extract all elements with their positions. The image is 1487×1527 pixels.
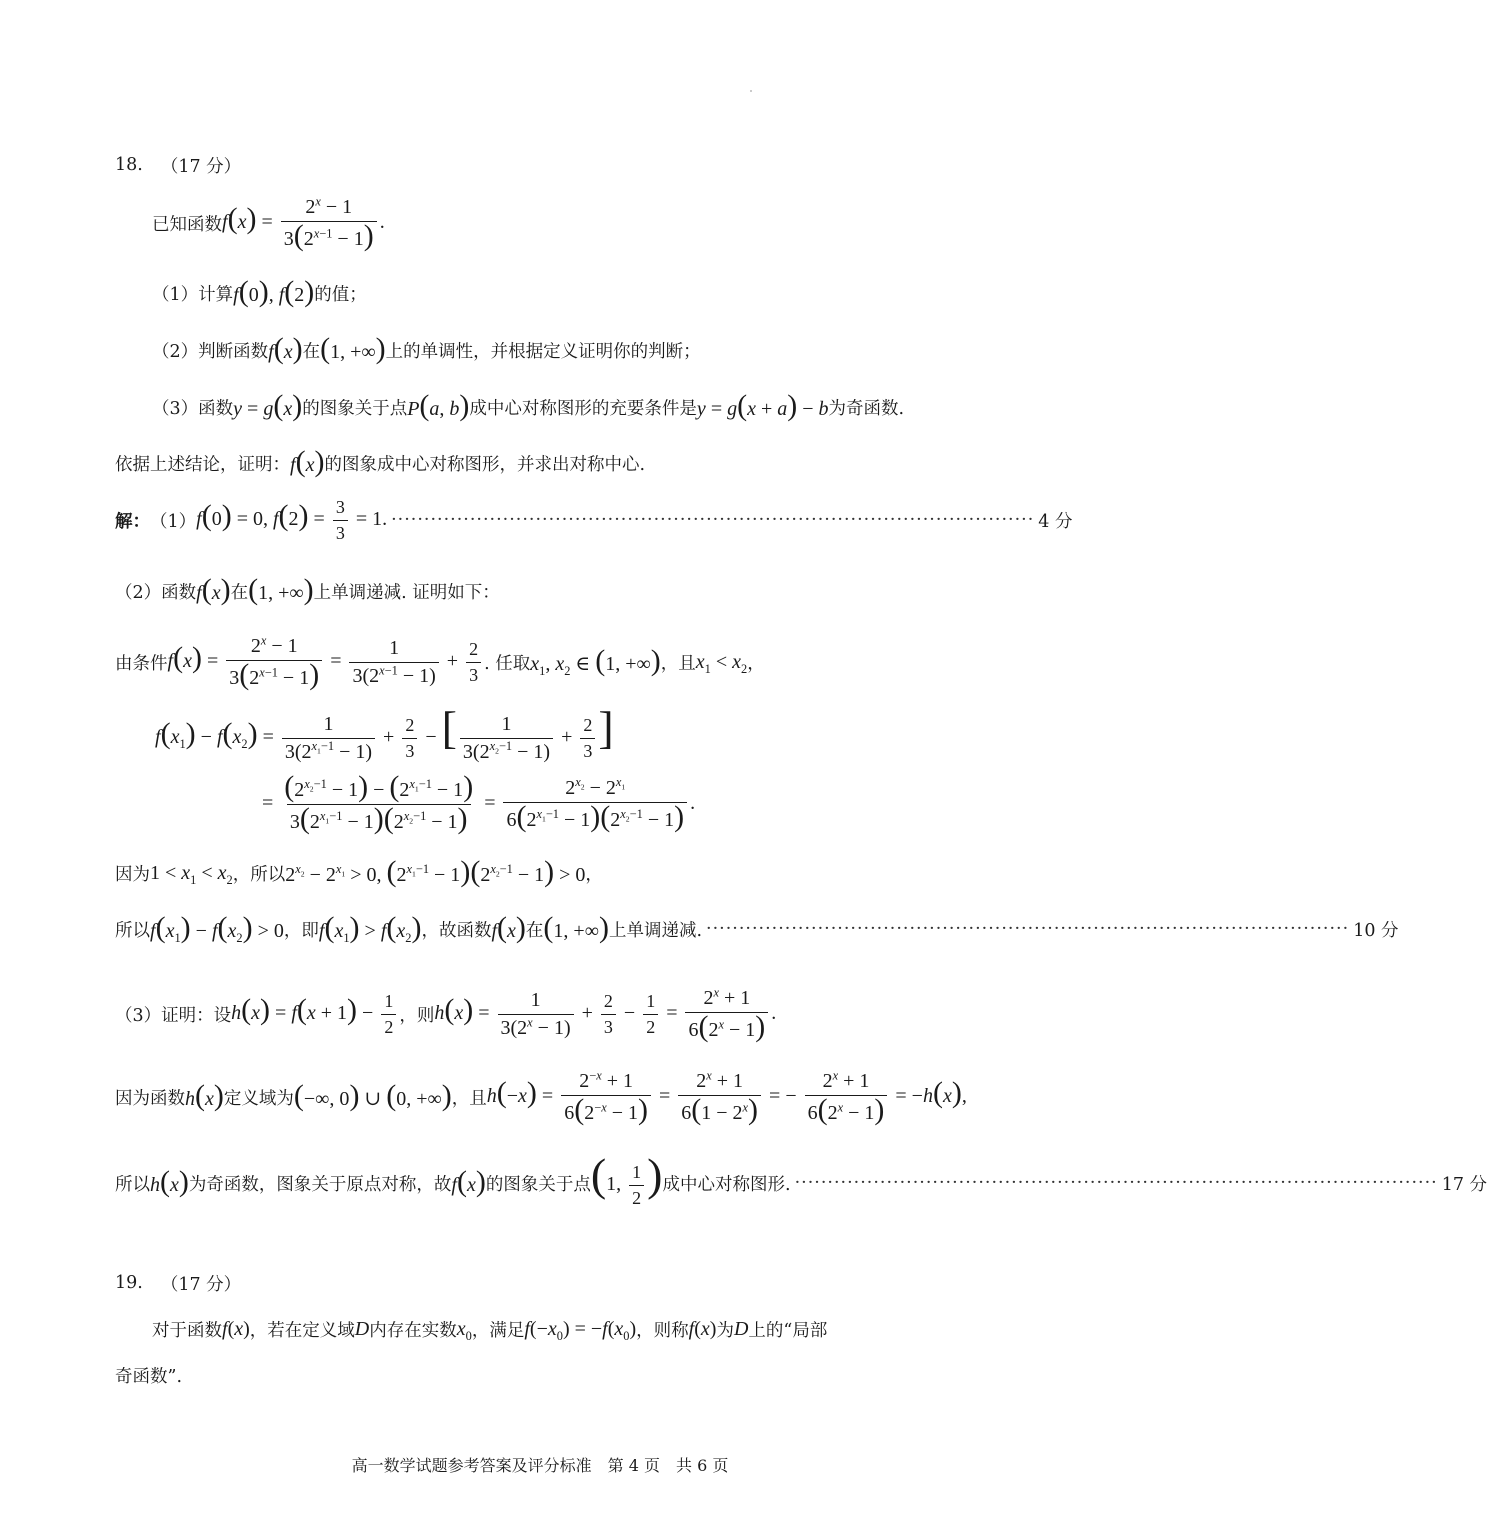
q19-number: 19.: [115, 1273, 143, 1293]
score-leader-dots-2: ··································································································: [706, 919, 1350, 939]
solution-because-ineq: $1 < x_1 < x_2$: [150, 861, 233, 887]
solution-so-mid2: ，故函数: [421, 920, 492, 941]
solution-last-mid2: 的图象关于点: [485, 1174, 591, 1195]
q18-part3-line2-suffix: 的图象成中心对称图形，并求出对称中心.: [324, 454, 646, 475]
solution-part3-prefix: （3）证明：设: [115, 1005, 232, 1026]
solution-so-mid3: 在: [525, 920, 544, 941]
solution-difference-line2: [0, 769, 1080, 835]
solution-cond-rewrite: f(x) = $\frac{2^x - 1}{3(2^{x-1} - 1)}$ = $\frac{1}{3(2^{x-1} - 1)}$ + $\frac{2}{3}$: [168, 635, 485, 690]
solution-cond-mid: . 任取: [484, 653, 531, 674]
q18-part3-line2: [0, 433, 1080, 493]
solution-score-2: 10 分: [1353, 920, 1399, 941]
q18-part3-prefix: （3）函数: [152, 398, 234, 419]
score-leader-dots-1: ··································································································: [391, 510, 1035, 530]
solution-conclusion3: [0, 1149, 1487, 1213]
q18-part2-suffix: 上的单调性，并根据定义证明你的判断；: [385, 341, 701, 362]
solution-part1-math: f(0) = 0, f(2) = $\frac{3}{3}$ = 1.: [196, 496, 388, 543]
solution-domain-mid: 定义域为: [223, 1088, 294, 1109]
q19-line2-text: 奇函数”.: [115, 1366, 183, 1387]
q19-score: （17 分）: [160, 1274, 242, 1295]
solution-cond-mid2: ，且: [660, 653, 696, 674]
solution-part3: [0, 984, 1080, 1044]
q18-part3-g: y = g(x): [233, 388, 303, 422]
solution-cond-prefix: 由条件: [115, 653, 168, 674]
solution-because-mid: ，所以: [232, 864, 286, 885]
solution-part3-h: h(x) = $\frac{1}{3(2^x - 1)}$ + $\frac{2}{3}$ − $\frac{1}{2}$ = $\frac{2^x + 1}{6(2^x - 1)}$ .: [434, 984, 777, 1043]
q18-part3-mid2: 成中心对称图形的充要条件是: [469, 398, 697, 419]
q18-part2: [0, 320, 1080, 380]
solution-cond-order: $x_1 < x_2$: [695, 650, 748, 676]
q18-part2-f: f(x): [268, 331, 303, 365]
q19-D: D: [354, 1317, 370, 1340]
q19-condition: $f(-x_0) = -f(x_0)$: [524, 1317, 637, 1343]
solution-because-suffix: ，: [585, 864, 603, 885]
scan-speck: [750, 90, 752, 92]
q18-part3-line2-f: f(x): [290, 444, 325, 478]
q19-line2: [0, 1345, 1080, 1405]
q18-score: （17 分）: [160, 156, 242, 177]
solution-condition: [0, 632, 1080, 692]
solution-part1-label: （1）: [150, 511, 197, 532]
q19-line1-prefix: 对于函数: [152, 1320, 222, 1341]
solution-so-f: f(x): [491, 910, 526, 944]
solution-last-prefix: 所以: [115, 1174, 150, 1195]
q18-statement-text: 已知函数: [152, 214, 222, 235]
q19-line1-mid2: 内存在实数: [369, 1320, 457, 1341]
q19-x0: $x_0$: [456, 1317, 472, 1343]
q18-part2-prefix: （2）判断函数: [152, 341, 269, 362]
q18-part1-suffix: 的值；: [314, 284, 367, 305]
q19-fx: f(x): [222, 1317, 250, 1340]
solution-label: 解：: [115, 511, 150, 532]
q18-header: [0, 135, 1080, 195]
q19-line1-mid5: 为: [716, 1320, 734, 1341]
solution-conclusion2: [0, 899, 1399, 959]
score-leader-dots-3: ··································································································: [794, 1173, 1438, 1193]
solution-because: [0, 843, 1080, 903]
q18-part3-mid1: 的图象关于点: [302, 398, 408, 419]
solution-cond-pick: $x_1$, $x_2$ ∈ (1, +∞): [530, 643, 661, 678]
solution-domain-set: (−∞, 0) ∪ (0, +∞): [293, 1078, 452, 1112]
q19-line1-suffix: 上的“局部: [748, 1320, 828, 1341]
q19-fx-2: f(x): [688, 1317, 717, 1340]
q18-function-definition: f(x) = $\frac{2^x - 1}{3(2^{x-1} - 1)}$ .: [222, 193, 385, 252]
q19-line1-mid4: ，则称: [636, 1320, 689, 1341]
solution-difference-line1: [0, 702, 1080, 767]
solution-because-prefix: 因为: [115, 864, 150, 885]
q18-part2-interval: (1, +∞): [320, 331, 386, 365]
solution-so-compare: $f(x_1) > f(x_2)$: [318, 910, 422, 945]
q18-part1-math: f(0), f(2): [233, 274, 315, 308]
q18-part2-mid: 在: [302, 341, 321, 362]
solution-domain-h: h(x): [185, 1078, 224, 1112]
q18-part3: [0, 377, 1080, 437]
solution-part1: [0, 490, 1080, 550]
solution-score-3: 17 分: [1441, 1174, 1487, 1195]
solution-so-mid1: ，即: [283, 920, 319, 941]
solution-score-1: 4 分: [1038, 511, 1073, 532]
q19-D-2: D: [733, 1317, 749, 1340]
q18-statement: [0, 193, 1080, 253]
solution-so-diff: $f(x_1) - f(x_2) > 0$: [150, 910, 284, 945]
solution-last-suffix: 成中心对称图形.: [662, 1174, 791, 1195]
solution-part2-prefix: （2）函数: [115, 582, 197, 603]
solution-part2-heading: [0, 561, 1080, 621]
page-footer: 高一数学试题参考答案及评分标准 第 4 页 共 6 页: [351, 1456, 729, 1475]
solution-domain-odd: h(−x) = $\frac{2^{-x} + 1}{6(2^{-x} - 1)}$ = $\frac{2^x + 1}{6(1 - 2^x)}$ = − $\frac{2^x + 1}{6(2^x - 1)}$ = −h(x),: [486, 1067, 967, 1126]
q19-line1-mid3: ，满足: [471, 1320, 525, 1341]
solution-difference-expr1: $f(x_1) - f(x_2)$ = $\frac{1}{3(2^{x_1-1} - 1)}$ + $\frac{2}{3}$ − [ $\frac{1}{3(2^{x_2-1} - 1)}$ + $\frac{2}{3}$ ]: [155, 702, 614, 763]
solution-last-mid1: 为奇函数，图象关于原点对称，故: [188, 1174, 452, 1195]
solution-difference-expr2: = $\frac{(2^{x_2-1} - 1) - (2^{x_1-1} - 1)}{3(2^{x_1-1} - 1)(2^{x_2-1} - 1)}$ = $\frac{2^{x_2} - 2^{x_1}}{6(2^{x_1-1} - 1)(2^{x_2-1} - 1)}$ .: [262, 769, 696, 835]
q18-number: 18.: [115, 155, 143, 175]
solution-part2-suffix: 上单调递减. 证明如下：: [313, 582, 500, 603]
solution-part2-interval: (1, +∞): [248, 572, 314, 606]
solution-so-interval: (1, +∞): [543, 910, 609, 944]
solution-because-result: $2^{x_2} - 2^{x_1} > 0$, $(2^{x_1-1} - 1)(2^{x_2-1} - 1) > 0$: [285, 854, 586, 888]
solution-domain-prefix: 因为函数: [115, 1088, 185, 1109]
q18-part1-text: （1）计算: [152, 284, 234, 305]
solution-domain-mid2: ，且: [451, 1088, 487, 1109]
solution-part2-mid: 在: [230, 582, 249, 603]
q18-part3-line2-prefix: 依据上述结论，证明：: [115, 454, 290, 475]
solution-domain: [0, 1067, 1080, 1127]
q18-part3-point: P(a, b): [407, 388, 470, 422]
q19-line1-mid1: ，若在定义域: [249, 1320, 355, 1341]
solution-so-suffix: 上单调递减.: [608, 920, 703, 941]
solution-part3-mid: ，则: [399, 1005, 435, 1026]
solution-so-prefix: 所以: [115, 920, 150, 941]
solution-part3-define: h(x) = f(x + 1) − $\frac{1}{2}$: [231, 991, 399, 1038]
q18-part3-odd: y = g(x + a) − b: [696, 388, 829, 422]
q18-part3-suffix: 为奇函数.: [828, 398, 905, 419]
solution-cond-suffix: ，: [747, 653, 765, 674]
solution-part2-f: f(x): [196, 572, 231, 606]
solution-last-h: h(x): [150, 1164, 189, 1198]
solution-last-center: (1, $\frac{1}{2}$ ): [590, 1149, 663, 1208]
solution-last-f: f(x): [451, 1164, 486, 1198]
q18-part1: [0, 263, 1080, 323]
